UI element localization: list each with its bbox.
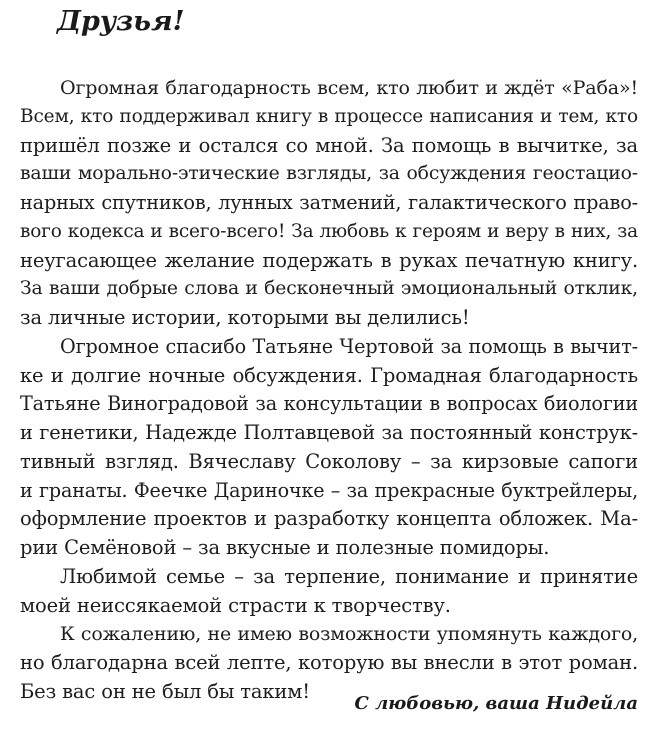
text-line: нарных спутников, лунных затмений, галактического право- (20, 191, 638, 214)
paragraph-2 (20, 333, 638, 563)
text-line: Всем, кто поддерживал книгу в процессе написания и тем, кто (20, 105, 638, 127)
body-text (20, 74, 638, 707)
text-line: ке и долгие ночные обсуждения. Громадная благодарность (20, 363, 638, 387)
text-line: пришёл позже и остался со мной. За помощь в вычитке, за (20, 133, 638, 157)
author-signature: С любовью, ваша Нидейла (354, 693, 638, 714)
paragraph-1 (20, 74, 638, 333)
text-line: за личные истории, которыми вы делились! (20, 306, 470, 329)
text-line: Огромное спасибо Татьяне Чертовой за помощь в вычит- (60, 334, 638, 358)
text-line: моей неиссякаемой страсти к творчеству. (20, 593, 451, 617)
text-line: рии Семёновой – за вкусные и полезные помидоры. (20, 536, 550, 559)
text-line: и генетики, Надежде Полтавцевой за постоянный конструк- (20, 421, 638, 444)
text-line: К сожалению, не имею возможности упомянуть каждого, (60, 623, 638, 646)
text-line: неугасающее желание подержать в руках печатную книгу. (20, 248, 638, 272)
text-line: вого кодекса и всего-всего! За любовь к героям и веру в них, за (20, 220, 638, 242)
text-line: оформление проектов и разработку концепта обложек. Ма- (20, 507, 638, 531)
text-line: тивный взгляд. Вячеславу Соколову – за кирзовые сапоги (20, 449, 638, 473)
paragraph-3 (20, 563, 638, 621)
text-line: Любимой семье – за терпение, понимание и принятие (60, 564, 638, 588)
text-line: Без вас он не был бы таким! (20, 679, 310, 703)
text-line: но благодарна всей лепте, которую вы внесли в этот роман. (20, 651, 638, 674)
text-line: Огромная благодарность всем, кто любит и ждёт «Раба»! (60, 77, 638, 99)
page-title: Друзья! (57, 6, 185, 37)
text-line: и гранаты. Феечке Дариночке – за прекрасные буктрейлеры, (20, 478, 638, 502)
text-line: ваши морально-этические взгляды, за обсуждения геостацио- (20, 163, 638, 185)
text-line: За ваши добрые слова и бесконечный эмоциональный отклик, (20, 278, 638, 300)
text-line: Татьяне Виноградовой за консультации в вопросах биологии (20, 392, 638, 416)
